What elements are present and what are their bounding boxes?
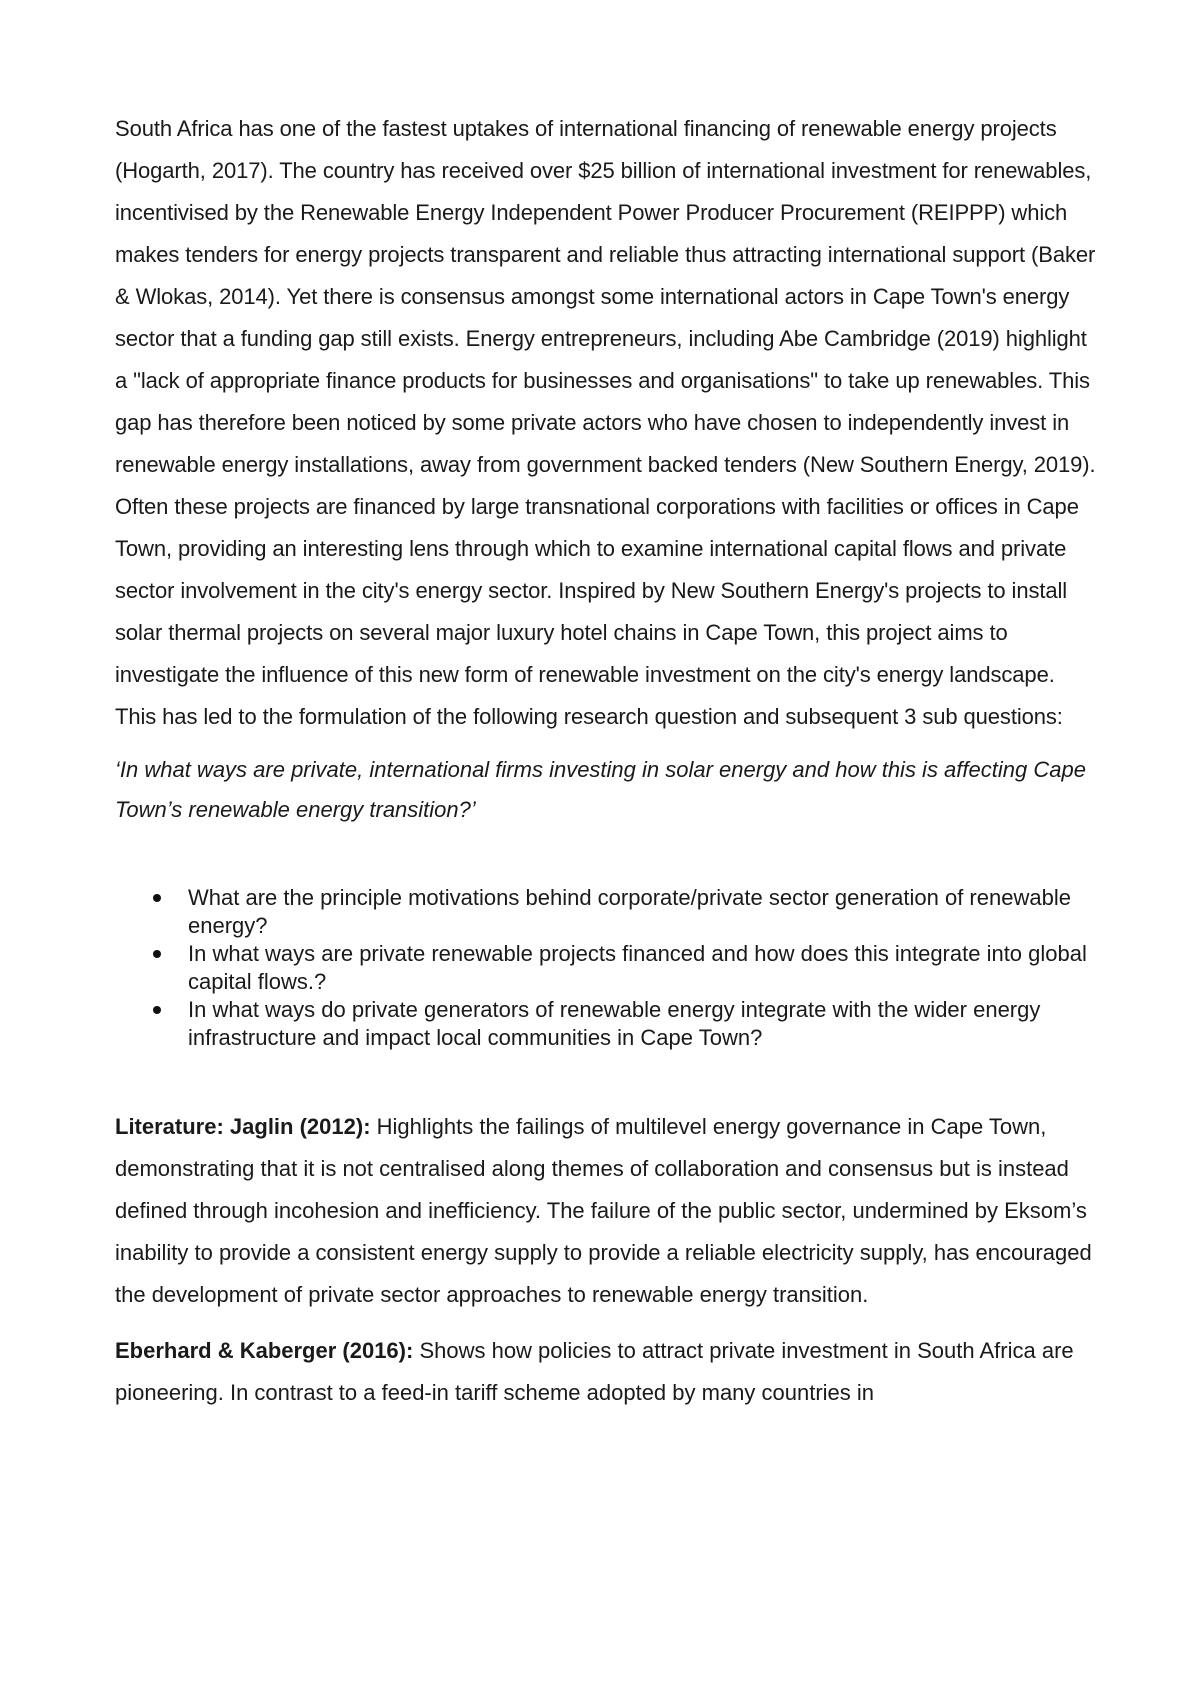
- literature-paragraph-jaglin: [115, 1106, 1100, 1316]
- bullet-icon: [153, 1006, 161, 1014]
- list-item: [115, 996, 1100, 1052]
- literature-text: Highlights the failings of multilevel energy governance in Cape Town, demonstrating that it is not centralised along themes of collaboration and consensus but is instead defined through incohesion and inefficiency. The failure of the public sector, undermined by Eksom’s inability to provide a consistent energy supply to provide a reliable electricity supply, has encouraged the development of private sector approaches to renewable energy transition.: [115, 1114, 1092, 1307]
- sub-question-text: In what ways do private generators of renewable energy integrate with the wider energy infrastructure and impact local communities in Cape Town?: [188, 997, 1041, 1050]
- literature-text: Shows how policies to attract private investment in South Africa are pioneering. In contrast to a feed-in tariff scheme adopted by many countries in: [115, 1338, 1074, 1405]
- research-question: ‘In what ways are private, international firms investing in solar energy and how this is affecting Cape Town’s renewable energy transition?’: [115, 757, 1086, 822]
- sub-question-text: In what ways are private renewable projects financed and how does this integrate into global capital flows.?: [188, 941, 1087, 994]
- sub-questions-list: [115, 884, 1100, 1052]
- list-item: [115, 940, 1100, 996]
- sub-question-text: What are the principle motivations behind corporate/private sector generation of renewable energy?: [188, 885, 1071, 938]
- document-page: [115, 108, 1100, 1414]
- list-item: [115, 884, 1100, 940]
- intro-paragraph: South Africa has one of the fastest uptakes of international financing of renewable energy projects (Hogarth, 2017). The country has received over $25 billion of international investment for renewables, incentivised by the Renewable Energy Independent Power Producer Procurement (REIPPP) which makes tenders for energy projects transparent and reliable thus attracting international support (Baker & Wlokas, 2014). Yet there is consensus amongst some international actors in Cape Town's energy sector that a funding gap still exists. Energy entrepreneurs, including Abe Cambridge (2019) highlight a "lack of appropriate finance products for businesses and organisations" to take up renewables. This gap has therefore been noticed by some private actors who have chosen to independently invest in renewable energy installations, away from government backed tenders (New Southern Energy, 2019). Often these projects are financed by large transnational corporations with facilities or offices in Cape Town, providing an interesting lens through which to examine international capital flows and private sector involvement in the city's energy sector. Inspired by New Southern Energy's projects to install solar thermal projects on several major luxury hotel chains in Cape Town, this project aims to investigate the influence of this new form of renewable investment on the city's energy landscape. This has led to the formulation of the following research question and subsequent 3 sub questions:: [115, 116, 1096, 729]
- literature-heading: Literature: Jaglin (2012):: [115, 1114, 371, 1139]
- literature-heading: Eberhard & Kaberger (2016):: [115, 1338, 414, 1363]
- bullet-icon: [153, 894, 161, 902]
- literature-paragraph-eberhard: [115, 1330, 1100, 1414]
- bullet-icon: [153, 950, 161, 958]
